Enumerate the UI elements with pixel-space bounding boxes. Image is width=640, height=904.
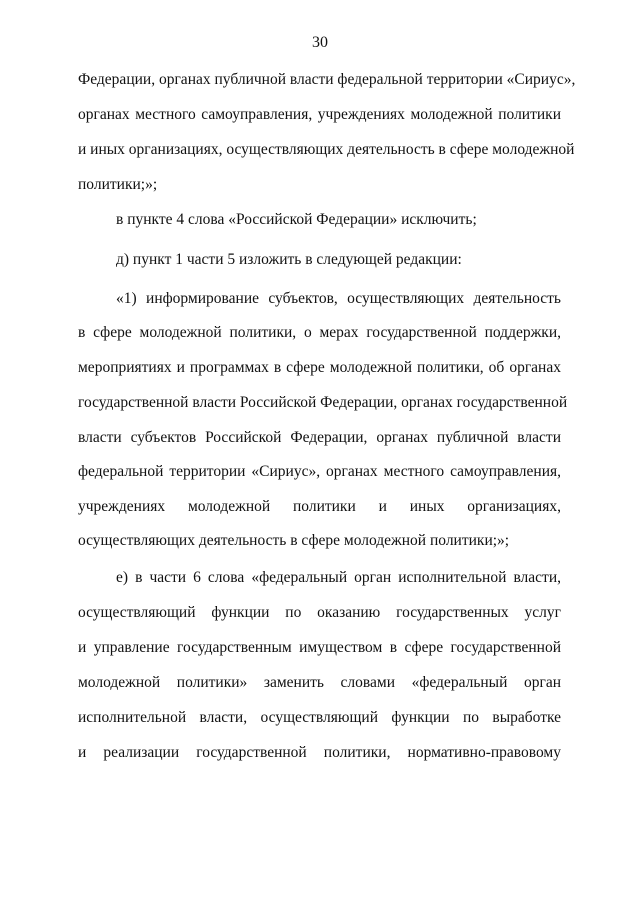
text-line: Федерации, органах публичной власти федеральной территории «Сириус», (78, 71, 576, 88)
text-line: и иных организациях, осуществляющих деятельность в сфере молодежной (78, 141, 575, 158)
text-line: е) в части 6 слова «федеральный орган исполнительной власти, (116, 569, 561, 586)
text-line: исполнительной власти, осуществляющий функции по выработке (78, 709, 561, 726)
text-line: государственной власти Российской Федерации, органах государственной (78, 394, 568, 411)
text-line: «1) информирование субъектов, осуществляющих деятельность (116, 290, 561, 307)
text-line: осуществляющих деятельность в сфере молодежной политики;»; (78, 532, 510, 549)
text-line: и реализации государственной политики, нормативно-правовому (78, 744, 561, 761)
text-line: в сфере молодежной политики, о мерах государственной поддержки, (78, 324, 561, 341)
text-line: и управление государственным имуществом в сфере государственной (78, 639, 561, 656)
text-line: молодежной политики» заменить словами «федеральный орган (78, 674, 561, 691)
text-line: власти субъектов Российской Федерации, органах публичной власти (78, 429, 561, 446)
page-number: 30 (312, 34, 328, 51)
text-line: мероприятиях и программах в сфере молодежной политики, об органах (78, 359, 561, 376)
text-line: осуществляющий функции по оказанию государственных услуг (78, 604, 561, 621)
text-line: учреждениях молодежной политики и иных организациях, (78, 498, 561, 515)
text-line: федеральной территории «Сириус», органах местного самоуправления, (78, 463, 561, 480)
text-line: политики;»; (78, 176, 158, 193)
text-line: органах местного самоуправления, учреждениях молодежной политики (78, 106, 561, 123)
text-line: в пункте 4 слова «Российской Федерации» исключить; (116, 211, 477, 228)
text-line: д) пункт 1 части 5 изложить в следующей редакции: (116, 251, 462, 268)
